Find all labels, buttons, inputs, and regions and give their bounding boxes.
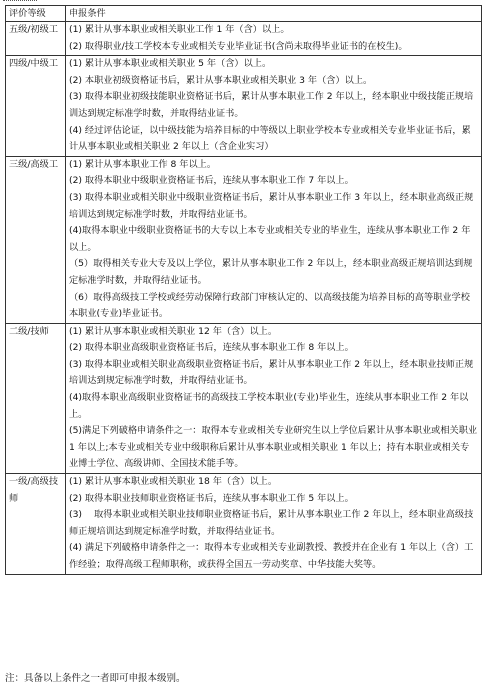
level-cell: 三级/高级工 (6, 156, 66, 323)
condition-item: (4) 满足下列破格申请条件之一：取得本专业或相关专业副教授、教授并在企业有 1 年以上（含）工作经验；取得高级工程师职称，或获得全国五一劳动奖章、中华技能大奖等。 (69, 542, 474, 570)
condition-item: (1) 累计从事本职业或相关职业 5 年（含）以上。 (69, 58, 272, 70)
level-cell: 五级/初级工 (6, 22, 66, 56)
condition-item: (2) 取得本职业高级职业资格证书后，连续从事本职业工作 8 年以上。 (69, 342, 354, 354)
condition-item: (2) 取得本职业中级职业资格证书后，连续从事本职业工作 7 年以上。 (69, 175, 354, 187)
condition-item: (5)满足下列破格申请条件之一：取得本专业或相关专业研究生以上学位后累计从事本职业或相关职业 1 年以上;本专业或相关专业中级职称后累计从事本职业或相关职业 1 年以上；持有本职业或相关专业博士学位、高级讲师、全国技术能手等。 (69, 425, 478, 470)
condition-item: (3) 取得本职业或相关职业技师职业资格证书后，累计从事本职业工作 2 年以上，经本职业高级技师正规培训达到规定标准学时数，并取得结业证书。 (69, 509, 474, 537)
header-level: 评价等级 (6, 6, 66, 22)
condition-item: (4) 经过评估论证，以中级技能为培养目标的中等级以上职业学校本专业或相关专业毕业证书后，累计从事本职业或相关职业 2 年以上（含企业实习） (69, 124, 471, 153)
level-cell: 一级/高级技师 (6, 474, 66, 575)
condition-item: (2) 取得职业/技工学校本专业或相关专业毕业证书(含尚未取得毕业证书的在校生)。 (69, 40, 408, 52)
conditions-cell (66, 323, 482, 473)
condition-item: (2) 取得本职业技师职业资格证书后，连续从事本职业工作 5 年以上。 (69, 492, 354, 504)
table-row (6, 474, 482, 575)
level-cell: 四级/中级工 (6, 56, 66, 157)
table-row (6, 156, 482, 323)
condition-item: (4)取得本职业中级职业资格证书的大专以上本专业或相关专业的毕业生，连续从事本职业工作 2 年以上。 (69, 225, 471, 253)
condition-item: （6）取得高级技工学校或经劳动保障行政部门审核认定的、以高级技能为培养目标的高等职业学校本职业(专业)毕业证书。 (69, 291, 470, 320)
conditions-cell (66, 56, 482, 157)
conditions-table (5, 5, 482, 575)
condition-item: (1) 累计从事本职业或相关职业 12 年（含）以上。 (69, 325, 278, 337)
condition-item: (2) 本职业初级资格证书后，累计从事本职业或相关职业 3 年（含）以上。 (69, 74, 373, 86)
corner-mark (3, 0, 37, 4)
condition-item: (1) 累计从事本职业工作 8 年以上。 (69, 158, 217, 170)
condition-item: (1) 累计从事本职业或相关职业 18 年（含）以上。 (69, 476, 278, 488)
condition-item: (3) 取得本职业或相关职业高级职业资格证书后，累计从事本职业工作 2 年以上，经本职业技师正规培训达到规定标准学时数，并取得结业证书。 (69, 358, 474, 387)
conditions-cell (66, 156, 482, 323)
condition-item: （5）取得相关专业大专及以上学位，累计从事本职业工作 2 年以上，经本职业高级正规培训达到规定标准学时数，并取得结业证书。 (69, 258, 473, 286)
conditions-cell (66, 474, 482, 575)
table-row (6, 323, 482, 473)
level-cell: 二级/技师 (6, 323, 66, 473)
condition-item: (3) 取得本职业或相关职业中级职业资格证书后，累计从事本职业工作 3 年以上，经本职业高级正规培训达到规定标准学时数，并取得结业证书。 (69, 191, 474, 220)
condition-item: (1) 累计从事本职业或相关职业工作 1 年（含）以上。 (69, 24, 290, 35)
condition-item: (4)取得本职业高级职业资格证书的高级技工学校本职业(专业)毕业生，连续从事本职业工作 2 年以上。 (69, 392, 469, 420)
conditions-cell (66, 22, 482, 56)
table-row (6, 22, 482, 56)
table-header-row (6, 6, 482, 22)
footnote: 注：具备以上条件之一者即可申报本级别。 (5, 673, 186, 684)
header-conditions: 申报条件 (66, 6, 482, 22)
table-row (6, 56, 482, 157)
condition-item: (3) 取得本职业初级技能职业资格证书后，累计从事本职业工作 2 年以上，经本职业中级技能正规培训达到规定标准学时数，并取得结业证书。 (69, 91, 474, 119)
